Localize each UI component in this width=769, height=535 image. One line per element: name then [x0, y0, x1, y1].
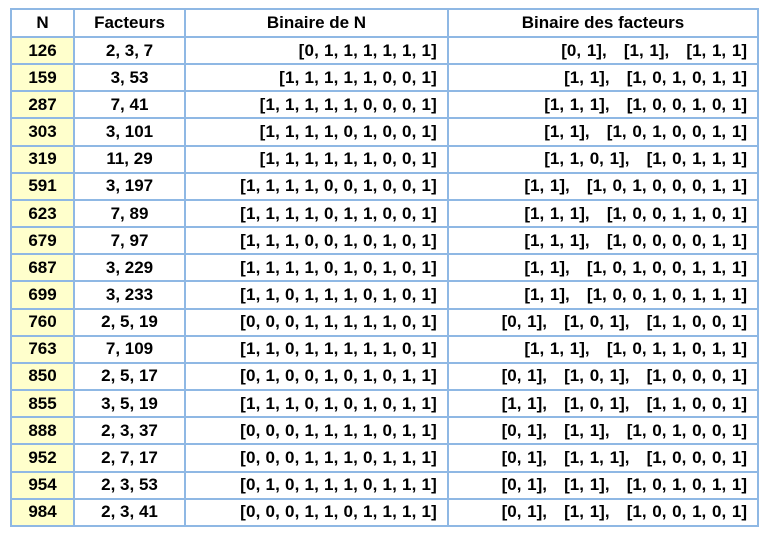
cell-binaire-facteurs: [0, 1], [1, 1], [1, 0, 1, 0, 1, 1] [448, 472, 758, 499]
cell-binaire-n: [0, 1, 1, 1, 1, 1, 1] [185, 37, 448, 64]
cell-binaire-n: [0, 0, 0, 1, 1, 1, 1, 1, 0, 1] [185, 309, 448, 336]
table-row [11, 118, 758, 145]
cell-binaire-n: [1, 1, 0, 1, 1, 1, 1, 1, 0, 1] [185, 336, 448, 363]
cell-binaire-n: [1, 1, 1, 1, 0, 1, 0, 0, 1] [185, 118, 448, 145]
cell-binaire-facteurs: [1, 1], [1, 0, 1], [1, 1, 0, 0, 1] [448, 390, 758, 417]
table-row [11, 363, 758, 390]
cell-n: 888 [11, 417, 74, 444]
factor-binary-table [10, 8, 759, 527]
cell-binaire-n: [0, 1, 0, 1, 1, 1, 0, 1, 1, 1] [185, 472, 448, 499]
cell-facteurs: 11, 29 [74, 146, 185, 173]
cell-binaire-n: [1, 1, 1, 0, 0, 1, 0, 1, 0, 1] [185, 227, 448, 254]
cell-facteurs: 7, 41 [74, 91, 185, 118]
table-row [11, 281, 758, 308]
cell-binaire-facteurs: [1, 1], [1, 0, 1, 0, 0, 1, 1, 1] [448, 254, 758, 281]
table-row [11, 336, 758, 363]
cell-facteurs: 2, 3, 41 [74, 499, 185, 526]
cell-binaire-facteurs: [1, 1, 0, 1], [1, 0, 1, 1, 1] [448, 146, 758, 173]
cell-n: 159 [11, 64, 74, 91]
table-row [11, 173, 758, 200]
cell-binaire-n: [1, 1, 1, 0, 1, 0, 1, 0, 1, 1] [185, 390, 448, 417]
cell-binaire-n: [1, 1, 1, 1, 0, 0, 1, 0, 0, 1] [185, 173, 448, 200]
cell-facteurs: 7, 89 [74, 200, 185, 227]
cell-binaire-n: [1, 1, 1, 1, 1, 1, 0, 0, 1] [185, 146, 448, 173]
cell-n: 850 [11, 363, 74, 390]
cell-facteurs: 2, 3, 37 [74, 417, 185, 444]
header-n: N [11, 9, 74, 37]
table-row [11, 254, 758, 281]
cell-n: 126 [11, 37, 74, 64]
cell-n: 855 [11, 390, 74, 417]
cell-binaire-facteurs: [1, 1], [1, 0, 1, 0, 0, 0, 1, 1] [448, 173, 758, 200]
cell-n: 591 [11, 173, 74, 200]
cell-binaire-facteurs: [1, 1, 1], [1, 0, 0, 0, 0, 1, 1] [448, 227, 758, 254]
cell-n: 954 [11, 472, 74, 499]
cell-facteurs: 3, 229 [74, 254, 185, 281]
table-row [11, 444, 758, 471]
cell-binaire-n: [0, 0, 0, 1, 1, 1, 1, 0, 1, 1] [185, 417, 448, 444]
cell-binaire-facteurs: [1, 1, 1], [1, 0, 0, 1, 1, 0, 1] [448, 200, 758, 227]
cell-facteurs: 2, 3, 7 [74, 37, 185, 64]
header-binaire-facteurs: Binaire des facteurs [448, 9, 758, 37]
cell-facteurs: 2, 3, 53 [74, 472, 185, 499]
cell-n: 763 [11, 336, 74, 363]
cell-facteurs: 2, 7, 17 [74, 444, 185, 471]
table-row [11, 227, 758, 254]
cell-n: 623 [11, 200, 74, 227]
header-row [11, 9, 758, 37]
table-row [11, 91, 758, 118]
cell-facteurs: 7, 97 [74, 227, 185, 254]
cell-binaire-n: [1, 1, 0, 1, 1, 1, 0, 1, 0, 1] [185, 281, 448, 308]
cell-binaire-n: [1, 1, 1, 1, 0, 1, 1, 0, 0, 1] [185, 200, 448, 227]
cell-facteurs: 3, 233 [74, 281, 185, 308]
table-row [11, 472, 758, 499]
cell-binaire-facteurs: [0, 1], [1, 1], [1, 1, 1] [448, 37, 758, 64]
cell-binaire-facteurs: [1, 1], [1, 0, 1, 0, 0, 1, 1] [448, 118, 758, 145]
cell-binaire-facteurs: [0, 1], [1, 1, 1], [1, 0, 0, 0, 1] [448, 444, 758, 471]
table-row [11, 64, 758, 91]
header-facteurs: Facteurs [74, 9, 185, 37]
cell-facteurs: 3, 5, 19 [74, 390, 185, 417]
cell-n: 303 [11, 118, 74, 145]
cell-facteurs: 3, 53 [74, 64, 185, 91]
cell-binaire-n: [1, 1, 1, 1, 1, 0, 0, 0, 1] [185, 91, 448, 118]
cell-facteurs: 3, 101 [74, 118, 185, 145]
cell-binaire-n: [1, 1, 1, 1, 1, 0, 0, 1] [185, 64, 448, 91]
table-row [11, 499, 758, 526]
cell-binaire-facteurs: [0, 1], [1, 1], [1, 0, 0, 1, 0, 1] [448, 499, 758, 526]
cell-n: 287 [11, 91, 74, 118]
header-binaire-n: Binaire de N [185, 9, 448, 37]
cell-n: 952 [11, 444, 74, 471]
cell-binaire-facteurs: [1, 1], [1, 0, 0, 1, 0, 1, 1, 1] [448, 281, 758, 308]
cell-facteurs: 3, 197 [74, 173, 185, 200]
cell-facteurs: 2, 5, 17 [74, 363, 185, 390]
table-row [11, 146, 758, 173]
cell-binaire-n: [0, 0, 0, 1, 1, 0, 1, 1, 1, 1] [185, 499, 448, 526]
cell-n: 687 [11, 254, 74, 281]
cell-binaire-facteurs: [1, 1, 1], [1, 0, 1, 1, 0, 1, 1] [448, 336, 758, 363]
cell-binaire-n: [0, 1, 0, 0, 1, 0, 1, 0, 1, 1] [185, 363, 448, 390]
cell-binaire-facteurs: [0, 1], [1, 0, 1], [1, 1, 0, 0, 1] [448, 309, 758, 336]
table-row [11, 309, 758, 336]
cell-binaire-facteurs: [1, 1], [1, 0, 1, 0, 1, 1] [448, 64, 758, 91]
table-row [11, 37, 758, 64]
table-row [11, 200, 758, 227]
table-row [11, 390, 758, 417]
cell-n: 679 [11, 227, 74, 254]
cell-facteurs: 7, 109 [74, 336, 185, 363]
cell-n: 984 [11, 499, 74, 526]
cell-n: 319 [11, 146, 74, 173]
cell-n: 699 [11, 281, 74, 308]
cell-binaire-n: [1, 1, 1, 1, 0, 1, 0, 1, 0, 1] [185, 254, 448, 281]
cell-binaire-n: [0, 0, 0, 1, 1, 1, 0, 1, 1, 1] [185, 444, 448, 471]
table-row [11, 417, 758, 444]
cell-binaire-facteurs: [1, 1, 1], [1, 0, 0, 1, 0, 1] [448, 91, 758, 118]
cell-binaire-facteurs: [0, 1], [1, 0, 1], [1, 0, 0, 0, 1] [448, 363, 758, 390]
cell-facteurs: 2, 5, 19 [74, 309, 185, 336]
cell-n: 760 [11, 309, 74, 336]
cell-binaire-facteurs: [0, 1], [1, 1], [1, 0, 1, 0, 0, 1] [448, 417, 758, 444]
